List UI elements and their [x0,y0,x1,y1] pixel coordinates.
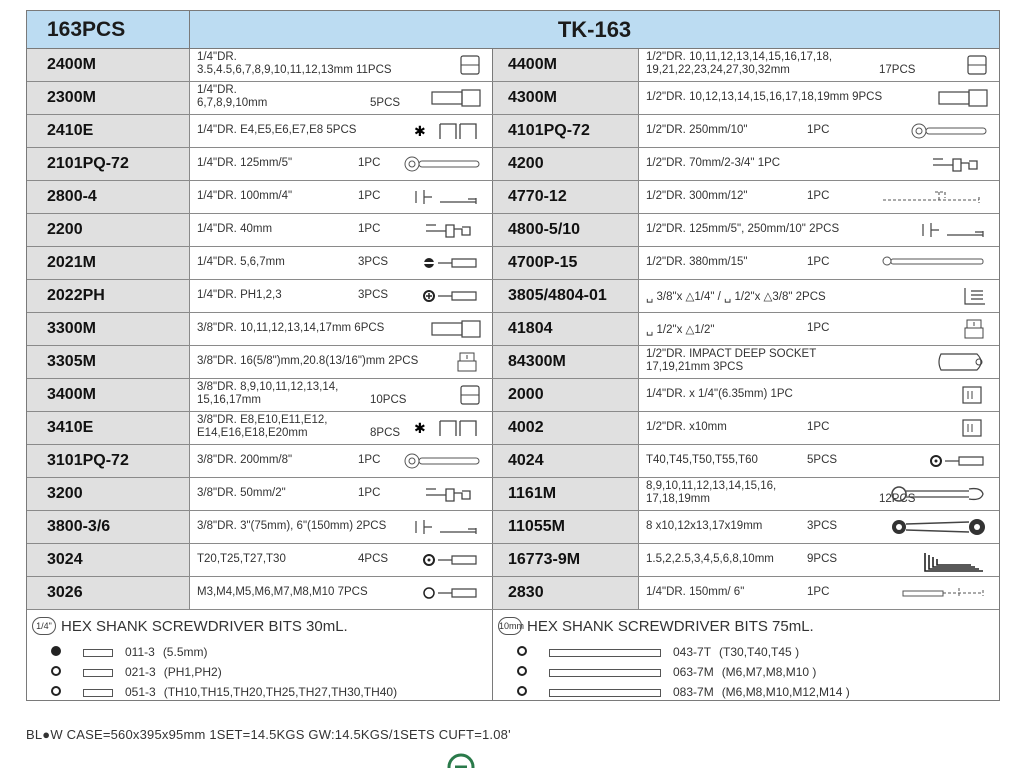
torx-bit-socket-icon [396,549,482,571]
item-spec [646,124,747,136]
item-code: 84300M [493,346,639,378]
item-spec [197,355,418,367]
item-description [639,445,999,477]
socket-icon [396,54,482,76]
item-spec [197,553,286,565]
spec-line: 6,7,8,9,10mm [197,97,268,109]
spec-line: 19,21,22,23,24,27,30,32mm [646,64,790,76]
right-item [493,445,999,477]
item-description [639,280,999,312]
item-quantity: 1PC [358,157,381,169]
item-description [639,82,999,114]
spec-line: 3/8"DR. 10,11,12,13,14,17mm 6PCS [197,322,385,334]
bit-sizes: (PH1,PH2) [163,665,222,679]
item-description [190,148,492,180]
item-code: 2800-4 [27,181,190,213]
item-spec [197,157,292,169]
table-row [27,313,999,346]
extension-bar-icon [396,516,482,538]
bit-type-icon [51,646,61,656]
ratchet-icon [396,450,482,472]
item-code: 2410E [27,115,190,147]
hex-key-set-icon [903,549,989,571]
left-item [27,181,493,213]
spec-line: 1/4"DR. PH1,2,3 [197,289,282,301]
brand-logo-icon [446,752,476,768]
table-row [27,214,999,247]
right-item [493,82,999,114]
spec-line: 1/2"DR. 300mm/12" [646,190,748,202]
bits-title-left: HEX SHANK SCREWDRIVER BITS 30mL. [61,618,348,635]
item-spec [197,51,392,77]
spec-line: 1/4"DR. E4,E5,E6,E7,E8 5PCS [197,124,357,136]
item-spec [197,381,338,407]
table-row [27,280,999,313]
item-description [639,115,999,147]
item-code: 2022PH [27,280,190,312]
item-spec [197,223,272,235]
item-spec [646,322,714,336]
bit-spec [125,645,207,659]
breaker-bar-icon [903,252,989,274]
phillips-bit-socket-icon [396,285,482,307]
table-row [27,247,999,280]
bit-shank-icon [83,649,113,657]
spec-line: 1/4"DR. 125mm/5" [197,157,293,169]
item-code: 3305M [27,346,190,378]
item-description [639,49,999,81]
item-code: 3300M [27,313,190,345]
bit-spec [673,665,816,679]
ratchet-icon [903,120,989,142]
spec-line: 1/4"DR. 40mm [197,223,273,235]
item-description [639,577,999,609]
drive-badge-right: 10mm [498,617,522,635]
item-description [190,49,492,81]
right-item [493,214,999,246]
svg-text:✱: ✱ [414,421,426,437]
ratchet-wrench-icon [903,516,989,538]
spec-line: 3/8"DR. 3"(75mm), 6"(150mm) 2PCS [197,520,387,532]
spec-line: 1/4"DR. [197,51,237,63]
bit-shank-icon [549,689,661,697]
bit-type-icon [51,686,61,696]
item-spec [646,157,780,169]
item-description [639,148,999,180]
item-quantity: 12PCS [879,493,916,505]
item-code: 2101PQ-72 [27,148,190,180]
spec-line: T40,T45,T50,T55,T60 [646,454,758,466]
spec-line: 1/4"DR. x 1/4"(6.35mm) 1PC [646,388,793,400]
item-spec [197,414,327,440]
bit-code: 051-3 [125,685,156,699]
item-quantity: 1PC [807,322,830,334]
bit-holder-icon [903,384,989,406]
item-code: 4002 [493,412,639,444]
item-code: 3024 [27,544,190,576]
item-code: 4700P-15 [493,247,639,279]
table-row [27,115,999,148]
extension-bar-icon [396,186,482,208]
spec-line: 1/4"DR. [197,84,237,96]
bit-sizes: (TH10,TH15,TH20,TH25,TH27,TH30,TH40) [163,685,398,699]
spec-line: 1/4"DR. 150mm/ 6" [646,586,745,598]
item-code: 4300M [493,82,639,114]
left-item [27,478,493,510]
right-item [493,577,999,609]
spec-line: 1/2"DR. 380mm/15" [646,256,748,268]
item-spec [646,348,816,374]
item-description [190,379,492,411]
bit-spec [125,685,397,699]
spec-line: E14,E16,E18,E20mm [197,427,308,439]
item-description [639,379,999,411]
table-row [27,478,999,511]
spline-bit-socket-icon [396,582,482,604]
spec-line: 8 x10,12x13,17x19mm [646,520,763,532]
left-item [27,577,493,609]
item-spec [197,124,356,136]
spec-line: ␣ 3/8"x △1/4" / ␣ 1/2"x △3/8" 2PCS [646,291,826,303]
bit-code: 043-7T [673,645,712,659]
item-code: 3101PQ-72 [27,445,190,477]
spec-line: 3/8"DR. 16(5/8")mm,20.8(13/16")mm 2PCS [197,355,419,367]
item-spec [197,454,292,466]
bit-spec [673,685,850,699]
item-code: 2400M [27,49,190,81]
bit-sizes: (T30,T40,T45 ) [719,645,800,659]
item-description [190,511,492,543]
item-code: 16773-9M [493,544,639,576]
item-code: 3026 [27,577,190,609]
item-spec [197,190,292,202]
spec-line: 3/8"DR. E8,E10,E11,E12, [197,414,328,426]
item-quantity: 1PC [358,487,381,499]
item-code: 2830 [493,577,639,609]
bit-shank-icon [83,669,113,677]
bit-type-icon [517,666,527,676]
item-spec [646,51,832,77]
item-description [639,214,999,246]
item-code: 2021M [27,247,190,279]
spec-line: 1.5,2,2.5,3,4,5,6,8,10mm [646,553,774,565]
item-description [639,247,999,279]
item-quantity: 5PCS [370,97,401,109]
bit-sizes: (M6,M7,M8,M10 ) [721,665,817,679]
bit-code: 083-7M [673,685,714,699]
table-row [27,346,999,379]
spec-line: 17,19,21mm 3PCS [646,361,744,373]
spec-line: 1/4"DR. 100mm/4" [197,190,293,202]
bit-type-icon [517,646,527,656]
item-quantity: 1PC [807,421,830,433]
item-code: 2000 [493,379,639,411]
table-row [27,82,999,115]
deep-socket-icon [903,87,989,109]
table-row [27,148,999,181]
bits-title-right: HEX SHANK SCREWDRIVER BITS 75mL. [527,618,814,635]
bit-code: 021-3 [125,665,156,679]
piece-count: 163PCS [27,11,190,48]
item-description [190,577,492,609]
item-code: 3410E [27,412,190,444]
item-quantity: 1PC [807,124,830,136]
bit-holder-icon [903,417,989,439]
left-item [27,445,493,477]
item-quantity: 5PCS [807,454,838,466]
item-description [190,214,492,246]
item-code: 3200 [27,478,190,510]
item-description [639,544,999,576]
item-spec [197,289,282,301]
item-rows [27,49,999,610]
torx-bit-socket-icon [903,450,989,472]
left-item [27,82,493,114]
item-spec [646,91,882,103]
item-code: 4200 [493,148,639,180]
table-row [27,49,999,82]
drive-badge-left: 1/4" [32,617,56,635]
item-quantity: 8PCS [370,427,401,439]
bit-shank-icon [549,669,661,677]
item-quantity: 4PCS [358,553,389,565]
deep-socket-icon [396,318,482,340]
item-description [639,181,999,213]
item-description [639,412,999,444]
item-spec [646,454,758,466]
impact-socket-icon [903,351,989,373]
item-quantity: 9PCS [807,553,838,565]
tee-bar-icon [903,186,989,208]
spec-line: ␣ 1/2"x △1/2" [646,324,715,336]
item-code: 4800-5/10 [493,214,639,246]
item-quantity: 1PC [358,223,381,235]
universal-joint-icon [396,483,482,505]
item-code: 41804 [493,313,639,345]
torx-socket-icon [396,417,482,439]
bits-section [27,610,999,700]
item-description [639,346,999,378]
table-row [27,544,999,577]
spec-line: 3/8"DR. 8,9,10,11,12,13,14, [197,381,339,393]
item-code: 1161M [493,478,639,510]
bit-code: 011-3 [125,645,155,659]
item-quantity: 17PCS [879,64,916,76]
table-row [27,445,999,478]
bit-spec [673,645,799,659]
bits-left-panel [27,610,493,700]
item-spec [197,322,384,334]
item-code: 3800-3/6 [27,511,190,543]
left-item [27,346,493,378]
item-spec [646,421,727,433]
right-item [493,379,999,411]
item-spec [197,586,368,598]
item-code: 3805/4804-01 [493,280,639,312]
torx-socket-icon [396,120,482,142]
left-item [27,247,493,279]
ratchet-icon [396,153,482,175]
item-quantity: 3PCS [358,289,389,301]
bit-code: 063-7M [673,665,714,679]
item-quantity: 3PCS [358,256,389,268]
bit-shank-icon [549,649,661,657]
bit-shank-icon [83,689,113,697]
spark-plug-socket-icon [903,318,989,340]
spec-line: 15,16,17mm [197,394,261,406]
left-item [27,412,493,444]
item-description [639,511,999,543]
spec-line: 1/2"DR. 250mm/10" [646,124,748,136]
model-number: TK-163 [557,17,632,42]
bit-type-icon [51,666,61,676]
right-item [493,247,999,279]
socket-icon [396,384,482,406]
left-item [27,115,493,147]
item-description [190,82,492,114]
left-item [27,214,493,246]
spec-line: 1/2"DR. 10,12,13,14,15,16,17,18,19mm 9PCS [646,91,883,103]
table-row [27,577,999,610]
universal-joint-icon [903,153,989,175]
item-description [639,478,999,510]
left-item [27,544,493,576]
item-code: 4101PQ-72 [493,115,639,147]
spec-line: 1/2"DR. 70mm/2-3/4" 1PC [646,157,781,169]
bits-right-panel [493,610,999,700]
spec-line: 1/2"DR. 125mm/5", 250mm/10" 2PCS [646,223,840,235]
spec-line: M3,M4,M5,M6,M7,M8,M10 7PCS [197,586,368,598]
item-code: 2300M [27,82,190,114]
socket-icon [903,54,989,76]
item-spec [646,480,776,506]
svg-text:✱: ✱ [414,124,426,140]
item-description [190,181,492,213]
item-quantity: 10PCS [370,394,407,406]
right-item [493,148,999,180]
right-item [493,49,999,81]
item-spec [197,520,386,532]
item-spec [646,256,747,268]
item-spec [646,223,839,235]
spec-line: 3/8"DR. 50mm/2" [197,487,286,499]
right-item [493,412,999,444]
bit-sizes: (5.5mm) [162,645,208,659]
bit-spec [125,665,222,679]
right-item [493,280,999,312]
item-description [190,115,492,147]
table-row [27,412,999,445]
right-item [493,313,999,345]
bit-sizes: (M6,M8,M10,M12,M14 ) [721,685,850,699]
right-item [493,346,999,378]
spark-plug-socket-icon [396,351,482,373]
item-description [190,313,492,345]
header-row [27,11,999,49]
left-item [27,379,493,411]
item-spec [646,586,744,598]
item-description [190,544,492,576]
item-spec [646,190,747,202]
combination-wrench-icon [903,483,989,505]
item-quantity: 1PC [807,586,830,598]
item-description [639,313,999,345]
item-code: 2200 [27,214,190,246]
deep-socket-icon [396,87,482,109]
spec-line: 1/2"DR. IMPACT DEEP SOCKET [646,348,817,360]
spec-line: 1/2"DR. x10mm [646,421,727,433]
item-spec [646,520,762,532]
spec-line: T20,T25,T27,T30 [197,553,286,565]
spinner-handle-icon [903,582,989,604]
hex-bit-socket-icon [396,252,482,274]
item-quantity: 1PC [807,190,830,202]
item-spec [646,388,793,400]
item-description [190,280,492,312]
item-description [190,412,492,444]
item-description [190,346,492,378]
item-code: 4400M [493,49,639,81]
item-code: 4024 [493,445,639,477]
left-item [27,511,493,543]
item-quantity: 1PC [358,190,381,202]
right-item [493,511,999,543]
spec-line: 1/4"DR. 5,6,7mm [197,256,285,268]
bit-type-icon [517,686,527,696]
item-spec [646,289,826,303]
item-code: 11055M [493,511,639,543]
adaptor-icon [903,285,989,307]
left-item [27,313,493,345]
item-code: 3400M [27,379,190,411]
spec-line: 8,9,10,11,12,13,14,15,16, [646,480,777,492]
item-spec [197,256,285,268]
item-spec [646,553,774,565]
left-item [27,49,493,81]
right-item [493,478,999,510]
table-row [27,511,999,544]
spec-line: 3.5,4.5,6,7,8,9,10,11,12,13mm 11PCS [197,64,392,76]
right-item [493,181,999,213]
item-description [190,478,492,510]
spec-line: 3/8"DR. 200mm/8" [197,454,293,466]
left-item [27,148,493,180]
item-quantity: 3PCS [807,520,838,532]
item-description [190,445,492,477]
spec-line: 17,18,19mm [646,493,710,505]
right-item [493,544,999,576]
spec-line: 1/2"DR. 10,11,12,13,14,15,16,17,18, [646,51,833,63]
tool-set-spec-sheet [26,10,1000,701]
universal-joint-icon [396,219,482,241]
item-quantity: 1PC [358,454,381,466]
item-spec [197,487,286,499]
left-item [27,280,493,312]
right-item [493,115,999,147]
extension-bar-icon [903,219,989,241]
item-code: 4770-12 [493,181,639,213]
table-row [27,379,999,412]
item-quantity: 1PC [807,256,830,268]
item-spec [197,84,267,110]
table-row [27,181,999,214]
item-description [190,247,492,279]
case-info-line: BL●W CASE=560x395x95mm 1SET=14.5KGS GW:14.5KGS/1SETS CUFT=1.08' [26,727,511,742]
